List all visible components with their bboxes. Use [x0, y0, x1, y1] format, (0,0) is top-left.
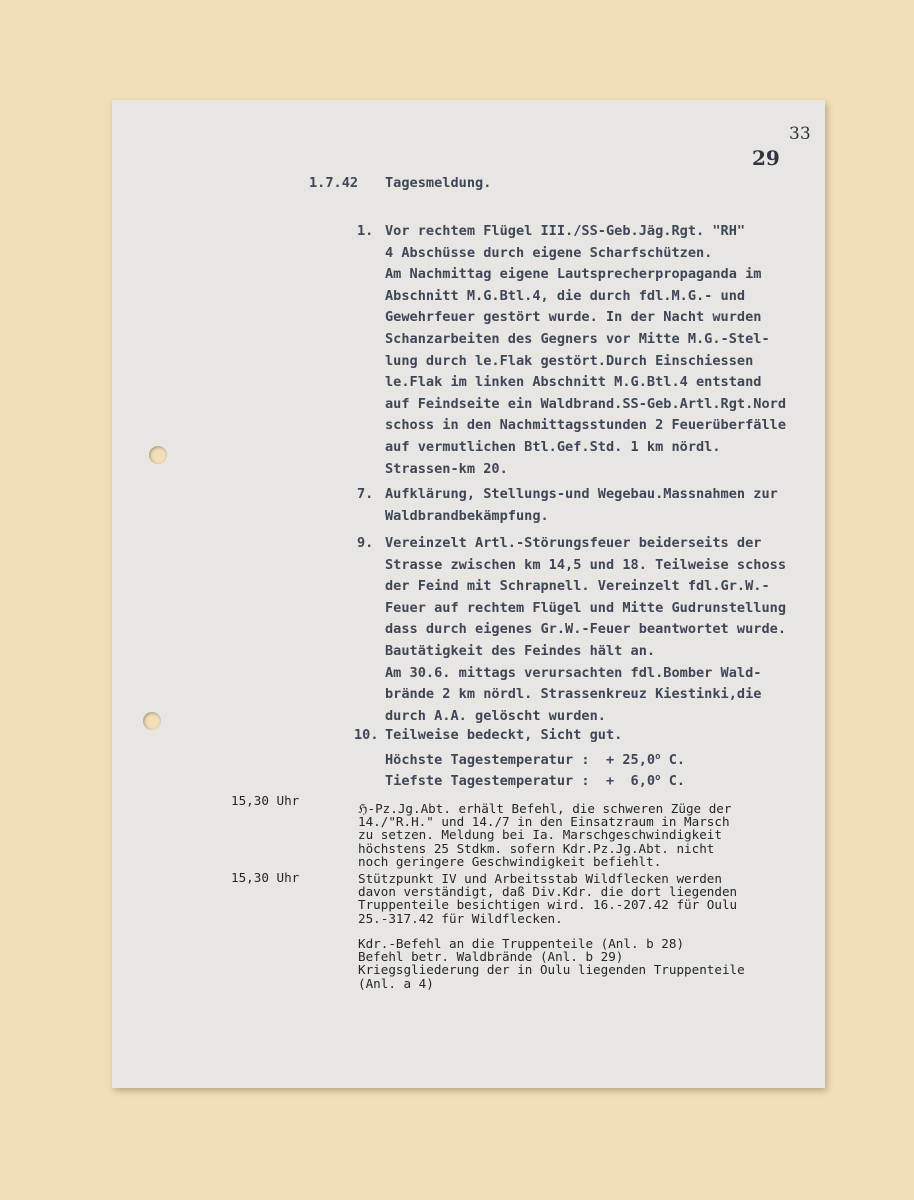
max-temp-value: Höchste Tagestemperatur : + 25,0: [385, 752, 656, 768]
temp-unit: C.: [668, 752, 686, 768]
text-line: Abschnitt M.G.Btl.4, die durch fdl.M.G.- und: [385, 287, 746, 304]
text-line: durch A.A. gelöscht wurden.: [385, 707, 606, 724]
text-line: dass durch eigenes Gr.W.-Feuer beantwortet wurde.: [385, 621, 787, 638]
text-line: auf vermutlichen Btl.Gef.Std. 1 km nördl.: [385, 438, 721, 455]
text-line: Gewehrfeuer gestört wurde. In der Nacht wurden: [385, 309, 762, 326]
stamped-page-number: 29: [752, 146, 780, 170]
text-line: Schanzarbeiten des Gegners vor Mitte M.G.-Stel-: [385, 330, 770, 347]
text-line: Truppenteile besichtigen wird. 16.-207.42 für Oulu: [358, 897, 738, 913]
min-temp-value: Tiefste Tagestemperatur : + 6,0: [385, 773, 656, 789]
text-line: Vereinzelt Artl.-Störungsfeuer beiderseits der: [385, 535, 762, 551]
entry-time: 15,30 Uhr: [231, 793, 300, 808]
text-line: schoss in den Nachmittagsstunden 2 Feuerüberfälle: [385, 417, 787, 434]
text-line: 4 Abschüsse durch eigene Scharfschützen.: [385, 244, 713, 261]
text-line: ℌ-Pz.Jg.Abt. erhält Befehl, die schweren Züge der: [358, 801, 732, 816]
annex-item: (Anl. a 4): [358, 975, 434, 991]
text-line: höchstens 25 Stdkm. sofern Kdr.Pz.Jg.Abt. nicht: [358, 840, 715, 856]
annex-item: Kdr.-Befehl an die Truppenteile (Anl. b 28): [358, 936, 685, 951]
text-line: brände 2 km nördl. Strassenkreuz Kiestinki,die: [385, 686, 762, 703]
degree-sign: o: [655, 752, 661, 762]
text-line: Strasse zwischen km 14,5 und 18. Teilweise schoss: [385, 556, 787, 573]
temp-unit: C.: [668, 773, 686, 789]
text-line: Strassen-km 20.: [385, 460, 508, 477]
handwritten-page-number: 33: [789, 124, 811, 144]
text-line: der Feind mit Schrapnell. Vereinzelt fdl.Gr.W.-: [385, 578, 770, 595]
annex-list: [358, 937, 745, 990]
text-line: Stützpunkt IV und Arbeitsstab Wildflecken werden: [358, 871, 722, 886]
annex-item: Kriegsgliederung der in Oulu liegenden Truppenteile: [358, 962, 745, 978]
text-line: Waldbrandbekämpfung.: [385, 507, 549, 524]
item-7-text: [385, 484, 778, 527]
text-line: 14./"R.H." und 14./7 in den Einsatzraum in Marsch: [358, 814, 730, 830]
punch-hole: [149, 446, 167, 464]
degree-sign: o: [655, 773, 661, 783]
entry-2-text: [358, 872, 737, 925]
text-line: auf Feindseite ein Waldbrand.SS-Geb.Artl.Rgt.Nord: [385, 395, 787, 412]
item-number: 7.: [357, 486, 374, 502]
weather-text: Teilweise bedeckt, Sicht gut.: [385, 727, 623, 743]
punch-hole: [143, 712, 161, 730]
text-line: davon verständigt, daß Div.Kdr. die dort liegenden: [358, 884, 738, 900]
text-line: Feuer auf rechtem Flügel und Mitte Gudrunstellung: [385, 599, 787, 616]
text-line: Am 30.6. mittags verursachten fdl.Bomber Wald-: [385, 664, 762, 681]
annex-item: Befehl betr. Waldbrände (Anl. b 29): [358, 949, 624, 965]
item-number: 10.: [354, 727, 379, 743]
item-1-text: [385, 221, 786, 480]
item-9-text: [385, 533, 786, 727]
item-number: 1.: [357, 223, 374, 239]
text-line: Am Nachmittag eigene Lautsprecherpropaganda im: [385, 266, 762, 283]
report-date: 1.7.42: [309, 175, 359, 191]
min-temperature: [385, 768, 685, 793]
item-number: 9.: [357, 535, 374, 551]
report-title: Tagesmeldung.: [385, 175, 492, 191]
text-line: le.Flak im linken Abschnitt M.G.Btl.4 entstand: [385, 374, 762, 391]
text-line: Vor rechtem Flügel III./SS-Geb.Jäg.Rgt. "RH": [385, 223, 746, 239]
text-line: Aufklärung, Stellungs-und Wegebau.Massnahmen zur: [385, 486, 778, 502]
text-line: noch geringere Geschwindigkeit befiehlt.: [358, 853, 662, 869]
entry-time: 15,30 Uhr: [231, 870, 300, 885]
entry-1-text: [358, 802, 731, 868]
text-line: lung durch le.Flak gestört.Durch Einschiessen: [385, 352, 754, 369]
text-line: zu setzen. Meldung bei Ia. Marschgeschwindigkeit: [358, 827, 722, 843]
text-line: Bautätigkeit des Feindes hält an.: [385, 642, 656, 659]
text-line: 25.-317.42 für Wildflecken.: [358, 910, 563, 926]
